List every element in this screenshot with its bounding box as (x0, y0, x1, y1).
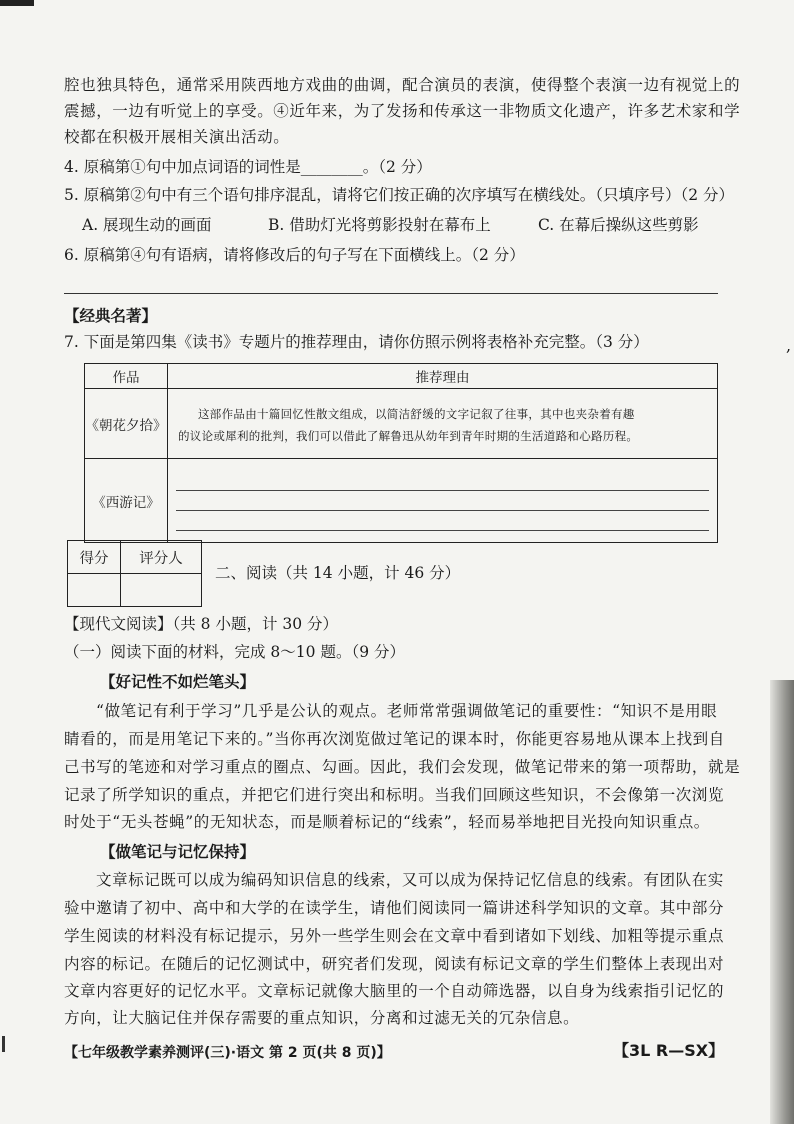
score-box (67, 540, 202, 607)
scan-edge-shadow (770, 680, 794, 1124)
grader-cell[interactable] (121, 574, 202, 607)
material-line: 记录了所学知识的重点，并把它们进行突出和标明。当我们回顾这些知识，不会像第一次浏览 (64, 786, 725, 804)
material-line: 时处于“无头苍蝇”的无知状态，而是顺着标记的“线索”，轻而易举地把目光投向知识重点。 (64, 813, 710, 831)
stray-mark: , (786, 336, 792, 355)
recommendation-table (84, 363, 718, 543)
material-line: 文章内容更好的记忆水平。文章标记就像大脑里的一个自动筛选器，以自身为线索指引记忆的 (64, 982, 725, 1000)
page-footer: 【七年级教学素养测评(三)·语文 第 2 页(共 8 页)】 (64, 1045, 391, 1061)
answer-line[interactable] (176, 511, 709, 531)
section-two-heading: 二、阅读（共 14 小题，计 46 分） (215, 564, 461, 582)
passage-line: 震撼，一边有听觉上的享受。④近年来，为了发扬和传承这一非物质文化遗产，许多艺术家和学 (64, 102, 741, 120)
paper-code: 【3L R—SX】 (613, 1041, 725, 1060)
question-5-option-a: A. 展现生动的画面 (82, 216, 212, 234)
material-2-title: 【做笔记与记忆保持】 (100, 842, 256, 861)
question-7: 7. 下面是第四集《读书》专题片的推荐理由，请你仿照示例将表格补充完整。（3 分） (64, 333, 649, 351)
passage-line: 校都在积极开展相关演出活动。 (64, 128, 290, 146)
score-label: 得分 (68, 541, 121, 574)
table-cell-reason-answer[interactable] (168, 459, 718, 543)
table-header-work: 作品 (85, 364, 168, 389)
question-4: 4. 原稿第①句中加点词语的词性是________。（2 分） (64, 158, 432, 176)
material-line: 文章标记既可以成为编码知识信息的线索，又可以成为保持记忆信息的线索。有团队在实 (96, 871, 724, 889)
passage-line: 腔也独具特色，通常采用陕西地方戏曲的曲调，配合演员的表演，使得整个表演一边有视觉上的 (64, 76, 741, 94)
material-line: 内容的标记。在随后的记忆测试中，研究者们发现，阅读有标记文章的学生们整体上表现出对 (64, 955, 725, 973)
question-5: 5. 原稿第②句中有三个语句排序混乱，请将它们按正确的次序填写在横线处。（只填序号）（2 分） (64, 186, 735, 204)
material-line: 学生阅读的材料没有标记提示，另外一些学生则会在文章中看到诸如下划线、加粗等提示重点 (64, 927, 725, 945)
table-cell-work: 《朝花夕拾》 (85, 389, 168, 459)
answer-line[interactable] (176, 491, 709, 511)
section-heading-classics: 【经典名著】 (64, 306, 158, 325)
section-heading-modern: 【现代文阅读】（共 8 小题，计 30 分） (64, 615, 339, 633)
table-header-reason: 推荐理由 (168, 364, 718, 389)
material-line: 己书写的笔迹和对学习重点的圈点、勾画。因此，我们会发现，做笔记带来的第一项帮助，就是 (64, 758, 741, 776)
reading-part-1: （一）阅读下面的材料，完成 8～10 题。（9 分） (64, 643, 405, 661)
table-cell-reason (168, 389, 718, 459)
question-5-option-b: B. 借助灯光将剪影投射在幕布上 (268, 216, 491, 234)
score-cell[interactable] (68, 574, 121, 607)
material-line: “做笔记有利于学习”几乎是公认的观点。老师常常强调做笔记的重要性：“知识不是用眼 (96, 702, 718, 720)
reason-line: 的议论或犀利的批判，我们可以借此了解鲁迅从幼年到青年时期的生活道路和心路历程。 (178, 428, 639, 443)
material-line: 验中邀请了初中、高中和大学的在读学生，请他们阅读同一篇讲述科学知识的文章。其中部分 (64, 899, 725, 917)
reason-line: 这部作品由十篇回忆性散文组成，以简洁舒缓的文字记叙了往事，其中也夹杂着有趣 (198, 406, 635, 421)
answer-line[interactable] (64, 293, 718, 294)
grader-label: 评分人 (121, 541, 202, 574)
table-cell-work: 《西游记》 (85, 459, 168, 543)
question-6: 6. 原稿第④句有语病，请将修改后的句子写在下面横线上。（2 分） (64, 246, 525, 264)
answer-line[interactable] (176, 471, 709, 491)
question-5-option-c: C. 在幕后操纵这些剪影 (538, 216, 699, 234)
material-line: 睛看的，而是用笔记下来的。”当你再次浏览做过笔记的课本时，你能更容易地从课本上找到自 (64, 730, 725, 748)
material-line: 方向，让大脑记住并保存需要的重点知识，分离和过滤无关的冗杂信息。 (64, 1009, 580, 1027)
material-1-title: 【好记性不如烂笔头】 (100, 672, 256, 691)
scan-corner-mark (0, 0, 34, 6)
scan-left-tick (2, 1036, 5, 1052)
